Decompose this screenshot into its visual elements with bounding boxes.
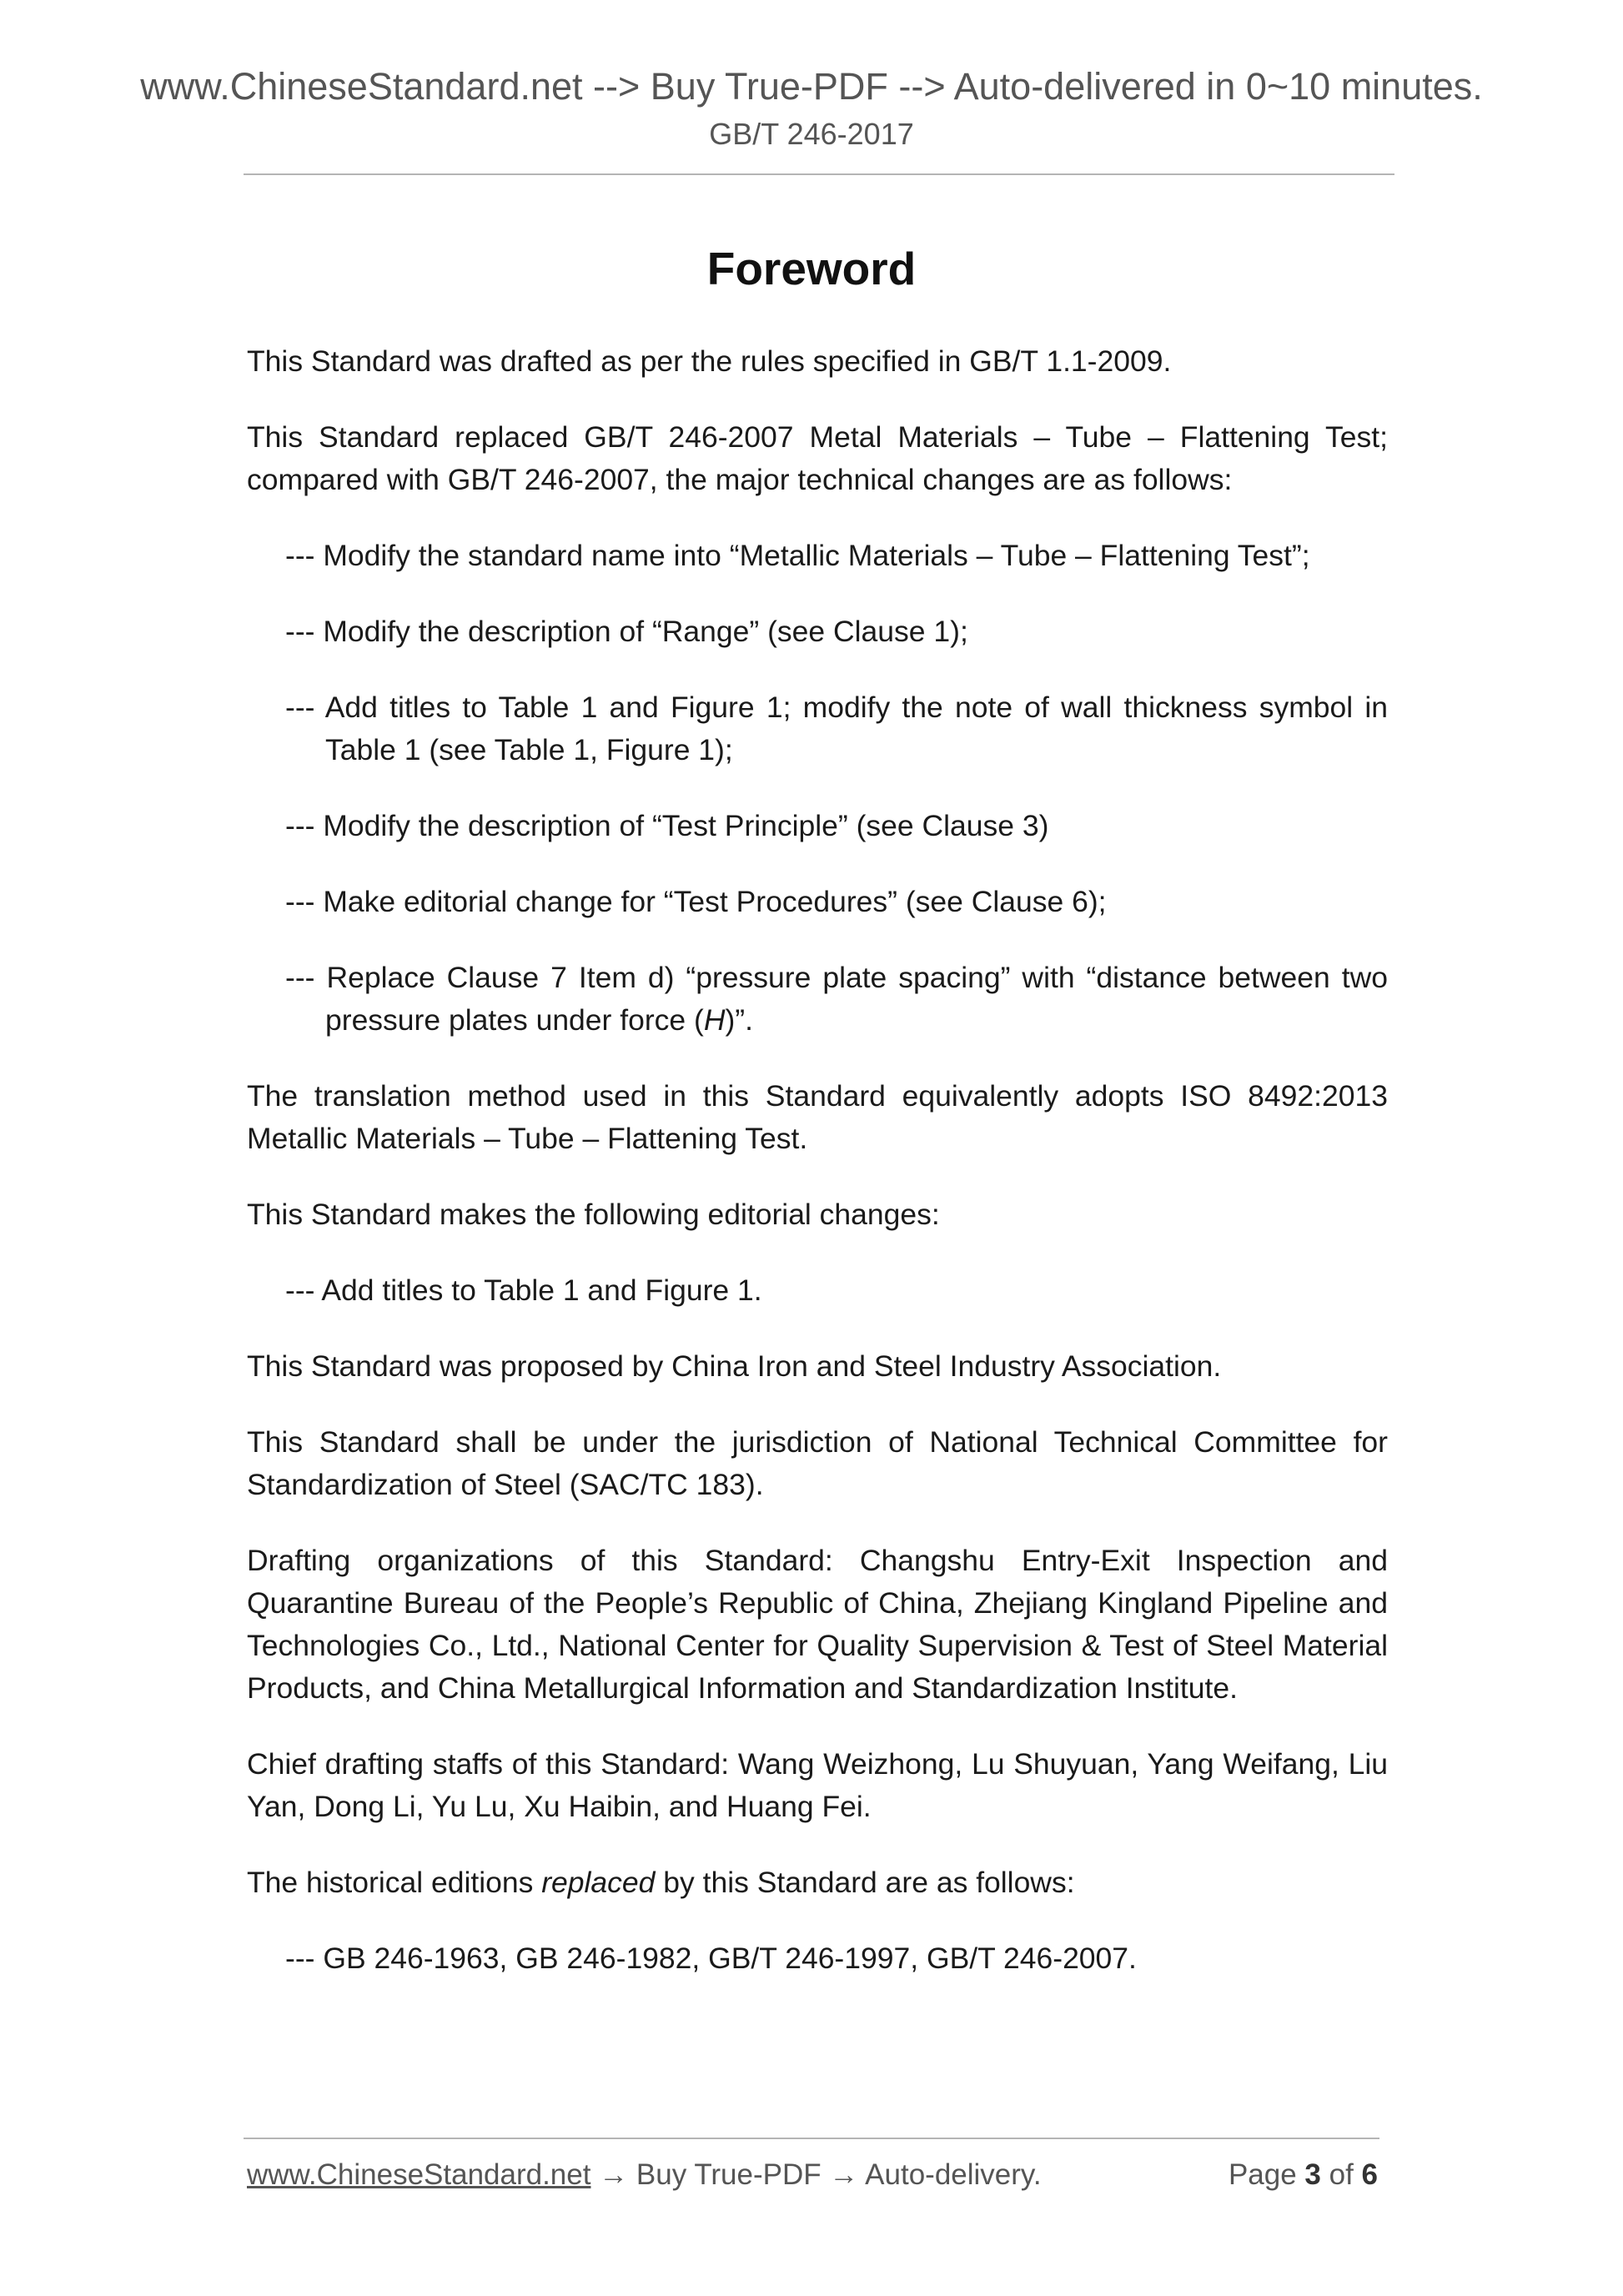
replaced-emphasis: replaced bbox=[541, 1866, 656, 1899]
change-item: --- Modify the description of “Test Principle” (see Clause 3) bbox=[285, 809, 1049, 842]
change-item: --- Modify the description of “Range” (see Clause 1); bbox=[285, 615, 968, 648]
historical-text: The historical editions bbox=[247, 1866, 542, 1899]
paragraph-drafting-rules: This Standard was drafted as per the rules specified in GB/T 1.1-2009. bbox=[247, 344, 1172, 378]
paragraph-chief-drafters: Chief drafting staffs of this Standard: Wang Weizhong, Lu Shuyuan, Yang Weifang, Liu Yan, Dong Li, Yu Lu, Xu Haibin, and Huang Fei. bbox=[247, 1747, 1388, 1823]
paragraph-translation-method: The translation method used in this Standard equivalently adopts ISO 8492:2013 Metallic Materials – Tube – Flattening Test. bbox=[247, 1079, 1388, 1155]
change-item: --- Modify the standard name into “Metallic Materials – Tube – Flattening Test”; bbox=[285, 539, 1310, 572]
foreword-body bbox=[247, 340, 1388, 2013]
page-title: Foreword bbox=[706, 243, 917, 294]
current-page: 3 bbox=[1304, 2158, 1321, 2191]
footer-divider bbox=[244, 2138, 1379, 2139]
footer-website-link[interactable]: www.ChineseStandard.net bbox=[247, 2158, 591, 2191]
editorial-item: --- Add titles to Table 1 and Figure 1. bbox=[285, 1274, 762, 1307]
paragraph-proposed-by: This Standard was proposed by China Iron and Steel Industry Association. bbox=[247, 1349, 1222, 1383]
paragraph-replacement: This Standard replaced GB/T 246-2007 Metal Materials – Tube – Flattening Test; compared with GB/T 246-2007, the major technical changes are as follows: bbox=[247, 420, 1388, 496]
force-symbol: H bbox=[703, 1003, 726, 1037]
change-item: --- Make editorial change for “Test Procedures” (see Clause 6); bbox=[285, 885, 1107, 918]
footer-left bbox=[247, 2158, 1042, 2192]
paragraph-editorial-changes: This Standard makes the following editorial changes: bbox=[247, 1198, 940, 1231]
change-text-end: )”. bbox=[725, 1003, 753, 1037]
document-code: GB/T 246-2017 bbox=[709, 117, 914, 151]
total-pages: 6 bbox=[1361, 2158, 1378, 2191]
change-item: --- Add titles to Table 1 and Figure 1; modify the note of wall thickness symbol in Table 1 (see Table 1, Figure 1); bbox=[285, 691, 1388, 766]
page-label: Page bbox=[1228, 2158, 1305, 2191]
page-footer bbox=[247, 2158, 1378, 2192]
footer-delivery-text: → Buy True-PDF → Auto-delivery. bbox=[590, 2158, 1042, 2191]
paragraph-historical-editions bbox=[247, 1861, 1388, 1904]
historical-item: --- GB 246-1963, GB 246-1982, GB/T 246-1997, GB/T 246-2007. bbox=[285, 1942, 1137, 1975]
header-banner: www.ChineseStandard.net --> Buy True-PDF --> Auto-delivered in 0~10 minutes. bbox=[140, 65, 1483, 108]
paragraph-drafting-organizations: Drafting organizations of this Standard: Changshu Entry-Exit Inspection and Quarantine Bureau of the People’s Republic of China, Zhejiang Kingland Pipeline and Technologies Co., Ltd., National Center for Quality Supervision & Test of Steel Material Products, and China Metallurgical Information and Standardization Institute. bbox=[247, 1544, 1388, 1705]
paragraph-jurisdiction: This Standard shall be under the jurisdiction of National Technical Committee for Standardization of Steel (SAC/TC 183). bbox=[247, 1425, 1388, 1501]
page-of: of bbox=[1320, 2158, 1362, 2191]
header-divider bbox=[244, 173, 1394, 175]
change-text: --- Replace Clause 7 Item d) “pressure plate spacing” with “distance between two pressure plates under force ( bbox=[285, 961, 1388, 1037]
page-number bbox=[1229, 2158, 1378, 2192]
change-item bbox=[247, 957, 1388, 1042]
historical-text-end: by this Standard are as follows: bbox=[655, 1866, 1075, 1899]
